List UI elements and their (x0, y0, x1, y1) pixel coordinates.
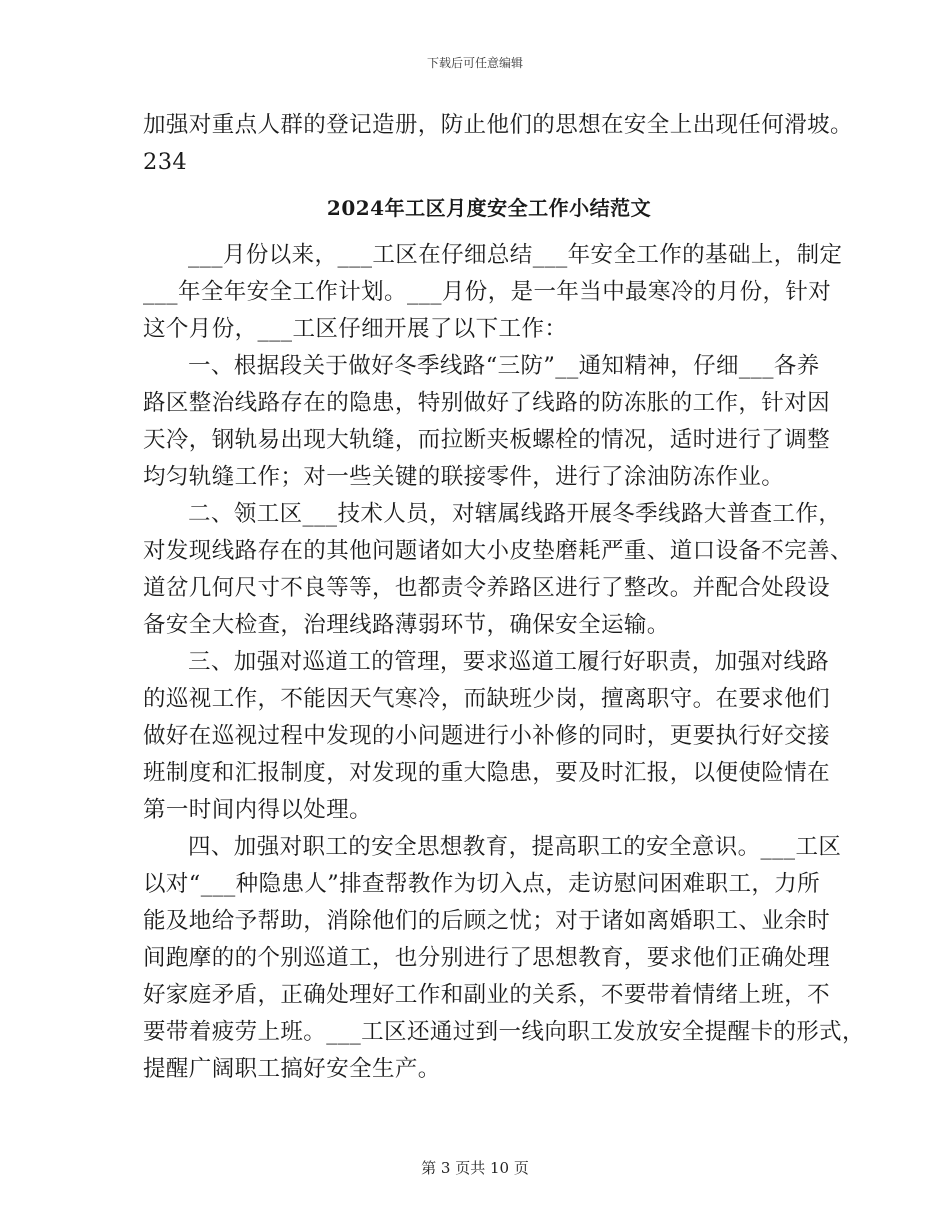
paragraph-line: 对发现线路存在的其他问题诸如大小皮垫磨耗严重、道口设备不完善、 (143, 538, 853, 564)
paragraph-line: 提醒广阔职工搞好安全生产。 (143, 1056, 441, 1082)
paragraph (143, 237, 843, 348)
paragraph-line: 天冷，钢轨易出现大轨缝，而拉断夹板螺栓的情况，适时进行了调整 (143, 427, 831, 453)
paragraph (143, 644, 831, 829)
paragraph-line: 的巡视工作，不能因天气寒冷，而缺班少岗，擅离职守。在要求他们 (143, 686, 831, 712)
paragraph-line: 好家庭矛盾，正确处理好工作和副业的关系，不要带着情绪上班，不 (143, 982, 831, 1008)
paragraph-line: 以对“___种隐患人”排查帮教作为切入点，走访慰问困难职工，力所 (143, 871, 821, 897)
page-footer: 第 3 页共 10 页 (421, 1159, 529, 1177)
paragraph-line: ___月份以来，___工区在仔细总结___年安全工作的基础上，制定 (188, 242, 843, 268)
paragraph-line: 备安全大检查，治理线路薄弱环节，确保安全运输。 (143, 612, 670, 638)
paragraph-line: 这个月份，___工区仔细开展了以下工作： (143, 316, 568, 342)
intro-number: 234 (143, 149, 188, 175)
paragraph-line: 均匀轨缝工作；对一些关键的联接零件，进行了涂油防冻作业。 (143, 464, 785, 490)
paragraph (143, 348, 831, 496)
paragraph-line: 一、根据段关于做好冬季线路“三防”__通知精神，仔细___各养 (188, 353, 820, 379)
paragraph-line: 做好在巡视过程中发现的小问题进行小补修的同时，更要执行好交接 (143, 723, 831, 749)
document-body (143, 107, 865, 1088)
paragraph-line: 三、加强对巡道工的管理，要求巡道工履行好职责，加强对线路 (188, 649, 830, 675)
paragraph-line: 班制度和汇报制度，对发现的重大隐患，要及时汇报，以便使险情在 (143, 760, 831, 786)
paragraph-line: 第一时间内得以处理。 (143, 797, 373, 823)
paragraph-line: 道岔几何尺寸不良等等，也都责令养路区进行了整改。并配合处段设 (143, 575, 831, 601)
paragraph-line: 二、领工区___技术人员，对辖属线路开展冬季线路大普查工作， (188, 501, 842, 527)
paragraph (143, 496, 853, 644)
intro-line: 加强对重点人群的登记造册，防止他们的思想在安全上出现任何滑坡。 (143, 112, 853, 138)
paragraph (143, 829, 865, 1088)
paragraph-line: ___年全年安全工作计划。___月份，是一年当中最寒冷的月份，针对 (143, 279, 832, 305)
paragraph-line: 路区整治线路存在的隐患，特别做好了线路的防冻胀的工作，针对因 (143, 390, 831, 416)
header-note: 下载后可任意编辑 (426, 56, 523, 70)
paragraph-line: 能及地给予帮助，消除他们的后顾之忧；对于诸如离婚职工、业余时 (143, 908, 831, 934)
paragraph-line: 四、加强对职工的安全思想教育，提高职工的安全意识。___工区 (188, 834, 842, 860)
document-title: 2024年工区月度安全工作小结范文 (326, 196, 652, 220)
paragraph-line: 要带着疲劳上班。___工区还通过到一线向职工发放安全提醒卡的形式， (143, 1019, 865, 1045)
paragraph-line: 间跑摩的的个别巡道工，也分别进行了思想教育，要求他们正确处理 (143, 945, 831, 971)
